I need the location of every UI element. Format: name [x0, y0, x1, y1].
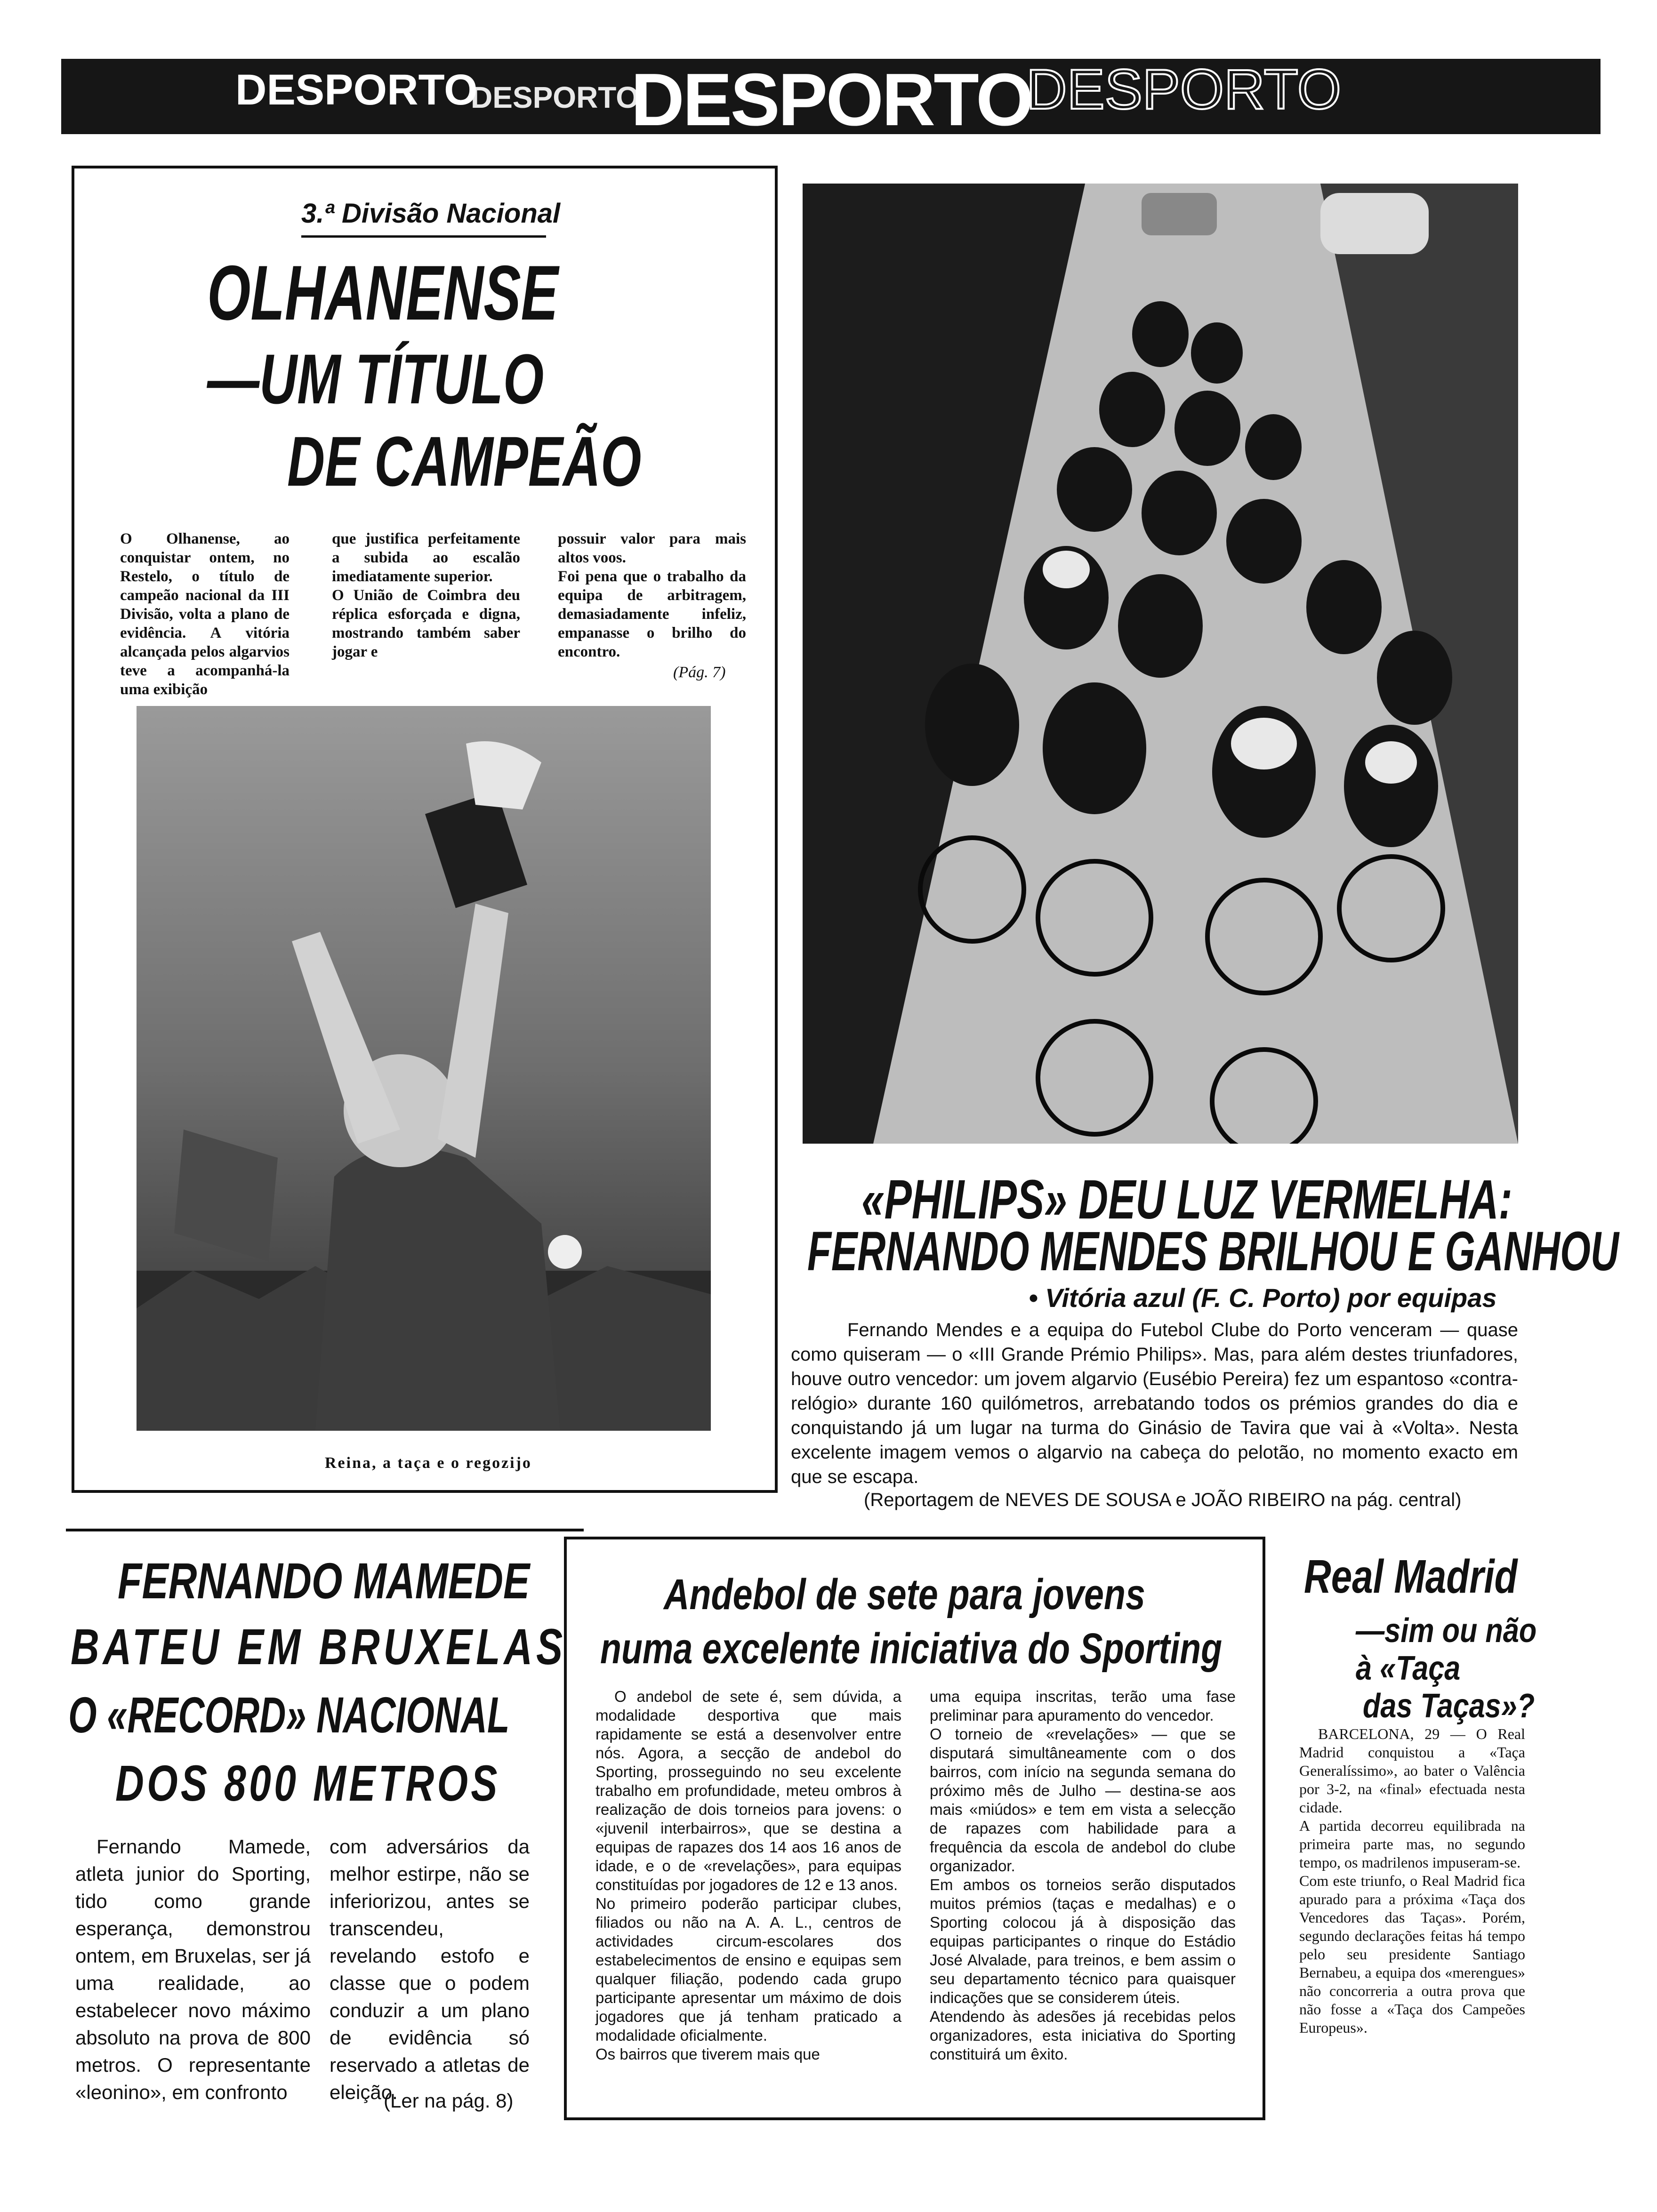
- trophy-photo-caption: Reina, a taça e o regozijo: [325, 1454, 532, 1472]
- masthead-word-2: DESPORTO: [471, 80, 639, 114]
- olhanense-headline-line-3: DE CAMPEÃO: [287, 422, 642, 501]
- real-madrid-headline-line-3: à «Taça: [1356, 1650, 1461, 1687]
- real-madrid-body: BARCELONA, 29 — O Real Madrid conquistou a «Taça Generalíssimo», ao bater o Valência por 3-2, na «final» efectuada nesta cidade. A partida decorreu equilibrada na primeira parte mas, no segundo tempo, os madrilenos impuseram-se. Com este triunfo, o Real Madrid fica apurado para a próxima «Taça dos Vencedores das Taças». Porém, segundo declarações feitas há tempo pelo seu presidente Santiago Bernabeu, a equipa dos «merengues» não concorreria a outra prova que não fosse a «Taça dos Campeões Europeus».: [1299, 1725, 1525, 2036]
- bottom-section-rule: [66, 1529, 584, 1531]
- section-masthead: [61, 59, 1601, 134]
- olhanense-col-1: O Olhanense, ao conquistar ontem, no Restelo, o título de campeão nacional da III Divisão, volta a plano de evidência. A vitória alcançada pelos algarvios teve a acompanhá-la uma exibição: [120, 530, 290, 698]
- masthead-word-3: DESPORTO: [631, 59, 1032, 134]
- mamede-headline-line-4: DOS 800 METROS: [115, 1755, 500, 1811]
- olhanense-col-2: que justifica perfeitamente a subida ao escalão imediatamente superior. O União de Coimbra deu réplica esforçada e digna, mostrando também saber jogar e: [332, 530, 520, 660]
- kicker-underline: [301, 235, 546, 238]
- mamede-headline-line-1: FERNANDO MAMEDE: [118, 1552, 530, 1609]
- mamede-headline-line-2: BATEU EM BRUXELAS: [71, 1618, 567, 1675]
- andebol-headline-line-2: numa excelente iniciativa do Sporting: [600, 1625, 1223, 1673]
- real-madrid-headline-line-1: Real Madrid: [1304, 1550, 1518, 1603]
- trophy-photo-illustration: [137, 706, 711, 1431]
- trophy-photo: [137, 706, 711, 1431]
- masthead-word-1: DESPORTO: [235, 66, 478, 114]
- philips-credit: (Reportagem de NEVES DE SOUSA e JOÃO RIBEIRO na pág. central): [864, 1490, 1462, 1510]
- andebol-col-1: O andebol de sete é, sem dúvida, a modalidade desportiva que mais rapidamente se está a desenvolver entre nós. Agora, a secção de andebol do Sporting, prosseguindo no seu excelente trabalho em profundidade, meteu ombros à realização de dois torneios para jovens: o «juvenil interbairros», que se destina a equipas de rapazes dos 14 aos 16 anos de idade, e o de «revelações», para equipas constituídas por jogadores de 12 e 13 anos. No primeiro poderão participar clubes, filiados ou não na A. A. L., centros de actividades circum-escolares dos estabelecimentos de ensino e equipas sem qualquer filiação, podendo cada grupo participante apresentar um máximo de dois jogadores que já tenham praticado a modalidade oficialmente. Os bairros que tiverem mais que: [595, 1688, 901, 2063]
- mamede-page-ref: (Ler na pág. 8): [384, 2090, 514, 2112]
- real-madrid-headline-line-4: das Taças»?: [1363, 1687, 1535, 1725]
- mamede-col-1: Fernando Mamede, atleta junior do Sporting, tido como grande esperança, demonstrou ontem, em Bruxelas, ser já uma realidade, ao estabelecer novo máximo absoluto na prova de 800 metros. O representante «leonino», em confronto: [75, 1835, 311, 2103]
- olhanense-col-3: possuir valor para mais altos voos. Foi pena que o trabalho da equipa de arbitragem, demasiadamente infeliz, empanasse o brilho do encontro.: [558, 530, 746, 660]
- philips-headline-line-2: FERNANDO MENDES BRILHOU E GANHOU: [807, 1220, 1619, 1282]
- cycling-photo: [803, 184, 1518, 1144]
- mamede-headline-line-3: O «RECORD» NACIONAL: [68, 1686, 510, 1743]
- olhanense-kicker: 3.ª Divisão Nacional: [301, 198, 561, 229]
- philips-headline-line-1: «PHILIPS» DEU LUZ VERMELHA:: [861, 1169, 1512, 1231]
- real-madrid-headline-line-2: —sim ou não: [1356, 1612, 1537, 1650]
- andebol-col-2: uma equipa inscritas, terão uma fase preliminar para apuramento do vencedor. O torneio de «revelações» — que se disputará simultâneamente com o dos bairros, com início na segunda semana do próximo mês de Julho — destina-se aos mais «miúdos» e tem em vista a selecção de rapazes com habilidade para a frequência da escola de andebol do clube organizador. Em ambos os torneios serão disputados muitos prémios (taças e medalhas) e o Sporting colocou já à disposição das equipas participantes o rinque do Estádio José Alvalade, para treinos, e bem assim o seu departamento técnico para quaisquer indicações que se considerem úteis. Atendendo às adesões já recebidas pelos organizadores, esta iniciativa do Sporting constituirá um êxito.: [930, 1688, 1236, 2063]
- cycling-photo-illustration: [803, 184, 1518, 1144]
- olhanense-headline-line-1: OLHANENSE: [207, 249, 558, 336]
- andebol-headline-line-1: Andebol de sete para jovens: [664, 1571, 1145, 1619]
- masthead-word-4: DESPORTO: [1026, 59, 1342, 121]
- philips-subhead: • Vitória azul (F. C. Porto) por equipas: [1029, 1283, 1497, 1313]
- mamede-col-2: com adversários da melhor estirpe, não se inferiorizou, antes se transcendeu, revelando estofo e classe que o podem conduzir a um plano de evidência só reservado a atletas de eleição.: [330, 1835, 530, 2103]
- olhanense-headline-line-2: —UM TÍTULO: [207, 339, 544, 418]
- olhanense-page-ref: (Pág. 7): [673, 664, 726, 681]
- philips-body: Fernando Mendes e a equipa do Futebol Clube do Porto venceram — quase como quiseram — o «III Grande Prémio Philips». Mas, para além destes triunfadores, houve outro vencedor: um jovem algarvio (Eusébio Pereira) fez um espantoso «contra-relógio» durante 160 quilómetros, arrebatando todos os prémios grandes do dia e conquistando já um lugar na turma do Ginásio de Tavira que vai à «Volta». Nesta excelente imagem vemos o algarvio na cabeça do pelotão, no momento exacto em que se escapa.: [791, 1320, 1518, 1487]
